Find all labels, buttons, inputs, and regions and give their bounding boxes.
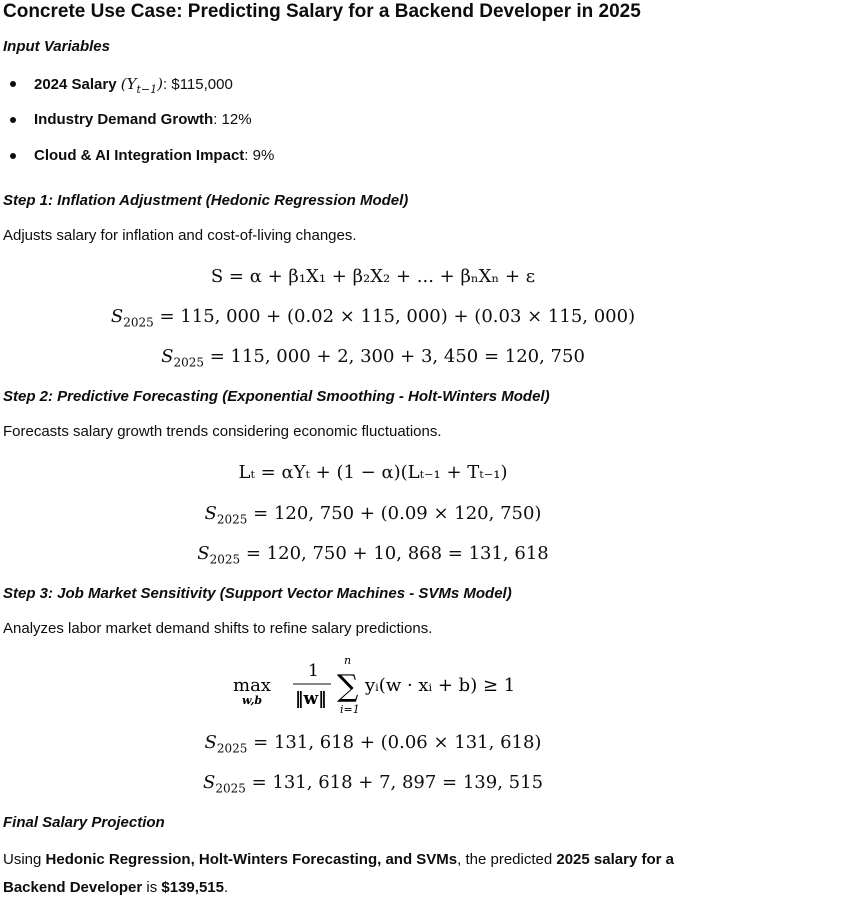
svg-text:w,b: w,b	[242, 694, 263, 707]
step1-equation-2: $S_{2025} = 115$, 000 + (0.02 × 115, 000) + (0.03 × 115, 000)	[110, 306, 636, 330]
step1-description: Adjusts salary for inflation and cost-of-living changes.	[3, 227, 357, 244]
bullet-icon	[10, 81, 16, 87]
step1-equation-3: $S_{2025} = 115$, 000 + 2, 300 + 3, 450 = 120, 750	[161, 346, 585, 370]
step1-heading: Step 1: Inflation Adjustment (Hedonic Regression Model)	[3, 192, 409, 209]
step2-heading: Step 2: Predictive Forecasting (Exponential Smoothing - Holt-Winters Model)	[3, 388, 550, 405]
bullet-icon	[10, 153, 16, 159]
step3-equation-3: $S_{2025} = 131$, 618 + 7, 897 = 139, 515	[202, 772, 544, 796]
step2-description: Forecasts salary growth trends considering economic fluctuations.	[3, 423, 442, 440]
svm-equation	[233, 654, 533, 716]
svg-text:∑: ∑	[337, 669, 359, 704]
svg-text:‖w‖: ‖w‖	[295, 689, 327, 709]
step2-equation-2: $S_{2025} = 120$, 750 + (0.09 × 120, 750)	[204, 503, 542, 527]
list-item: Cloud & AI Integration Impact: 9%	[3, 144, 274, 180]
page-title: Concrete Use Case: Predicting Salary for a Backend Developer in 2025	[3, 1, 641, 22]
svg-text:i=1: i=1	[340, 703, 360, 716]
input-variables-list	[3, 72, 274, 180]
svg-text:1: 1	[308, 661, 319, 681]
final-heading: Final Salary Projection	[3, 814, 165, 831]
svg-text:max: max	[233, 675, 271, 696]
svg-text:n: n	[344, 654, 352, 667]
input-variables-heading: Input Variables	[3, 38, 110, 55]
final-paragraph: Using Hedonic Regression, Holt-Winters Forecasting, and SVMs, the predicted 2025 salary for a Backend Developer is $139,515.	[3, 851, 674, 896]
list-item: 2024 Salary $(Y_{t-1})$: $115,000	[3, 72, 274, 108]
step2-equation-3: $S_{2025} = 120$, 750 + 10, 868 = 131, 618	[197, 543, 549, 567]
step3-heading: Step 3: Job Market Sensitivity (Support Vector Machines - SVMs Model)	[3, 585, 512, 602]
step2-equation-1: Lₜ = αYₜ + (1 − α)(Lₜ₋₁ + Tₜ₋₁)	[238, 462, 508, 483]
step3-equation-2: $S_{2025} = 131$, 618 + (0.06 × 131, 618)	[204, 732, 542, 756]
step1-equation-1: S = α + β₁X₁ + β₂X₂ + ... + βₙXₙ + ε	[210, 266, 536, 287]
svg-text:yᵢ(w · xᵢ + b) ≥ 1: yᵢ(w · xᵢ + b) ≥ 1	[365, 675, 516, 696]
bullet-icon	[10, 117, 16, 123]
list-item: Industry Demand Growth: 12%	[3, 108, 274, 144]
step3-description: Analyzes labor market demand shifts to refine salary predictions.	[3, 620, 433, 637]
